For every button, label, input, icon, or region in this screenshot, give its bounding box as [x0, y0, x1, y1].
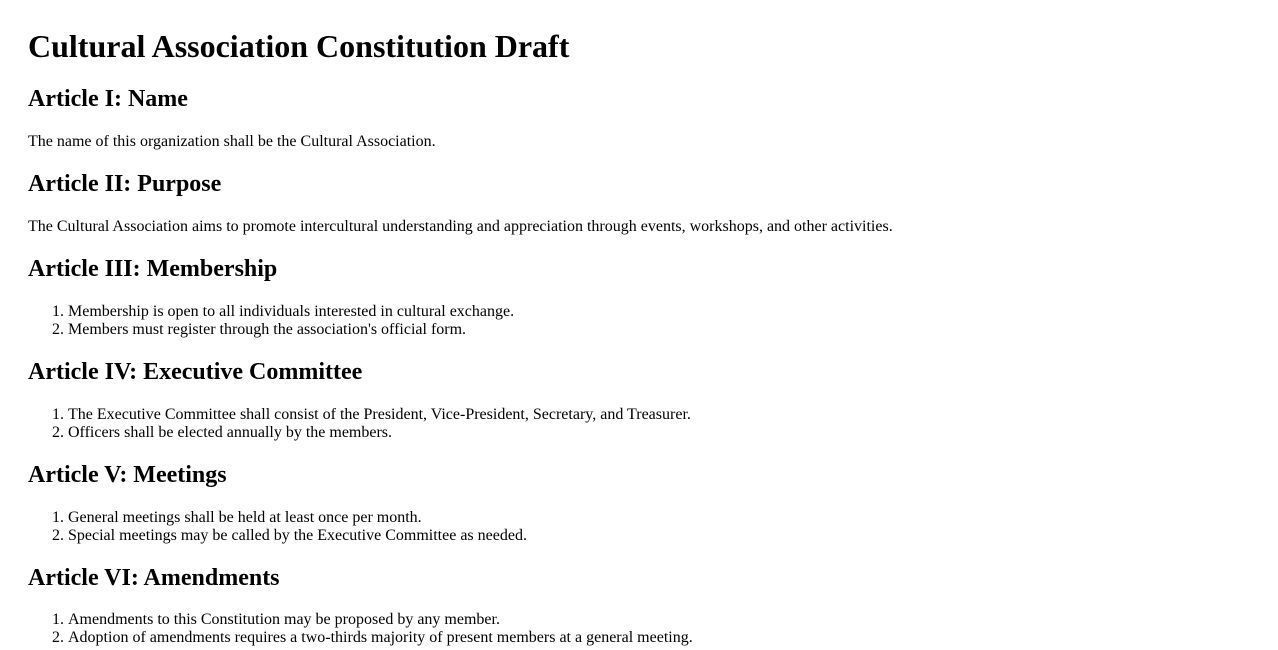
- list-item: 1. Amendments to this Constitution may be proposed by any member.: [68, 611, 693, 629]
- article-2-heading: Article II: Purpose: [28, 171, 222, 197]
- article-6-list: [28, 611, 693, 647]
- article-4-list: [28, 406, 691, 442]
- article-1-text: The name of this organization shall be the Cultural Association.: [28, 133, 436, 150]
- article-4-heading: Article IV: Executive Committee: [28, 359, 363, 385]
- article-3-heading: Article III: Membership: [28, 256, 278, 282]
- article-6-heading: Article VI: Amendments: [28, 565, 280, 591]
- document-title: Cultural Association Constitution Draft: [28, 28, 570, 64]
- list-item: 2. Officers shall be elected annually by the members.: [68, 424, 691, 442]
- article-1-heading: Article I: Name: [28, 86, 188, 112]
- article-2-text: The Cultural Association aims to promote intercultural understanding and appreciation through events, workshops, and other activities.: [28, 218, 893, 235]
- article-5-list: [28, 509, 527, 545]
- list-item: 2. Special meetings may be called by the Executive Committee as needed.: [68, 527, 527, 545]
- article-3-list: [28, 303, 514, 339]
- list-item: 1. Membership is open to all individuals interested in cultural exchange.: [68, 303, 514, 321]
- list-item: 1. General meetings shall be held at least once per month.: [68, 509, 527, 527]
- list-item: 2. Members must register through the association's official form.: [68, 321, 514, 339]
- article-5-heading: Article V: Meetings: [28, 462, 227, 488]
- list-item: 2. Adoption of amendments requires a two-thirds majority of present members at a general meeting.: [68, 629, 693, 647]
- list-item: 1. The Executive Committee shall consist of the President, Vice-President, Secretary, and Treasurer.: [68, 406, 691, 424]
